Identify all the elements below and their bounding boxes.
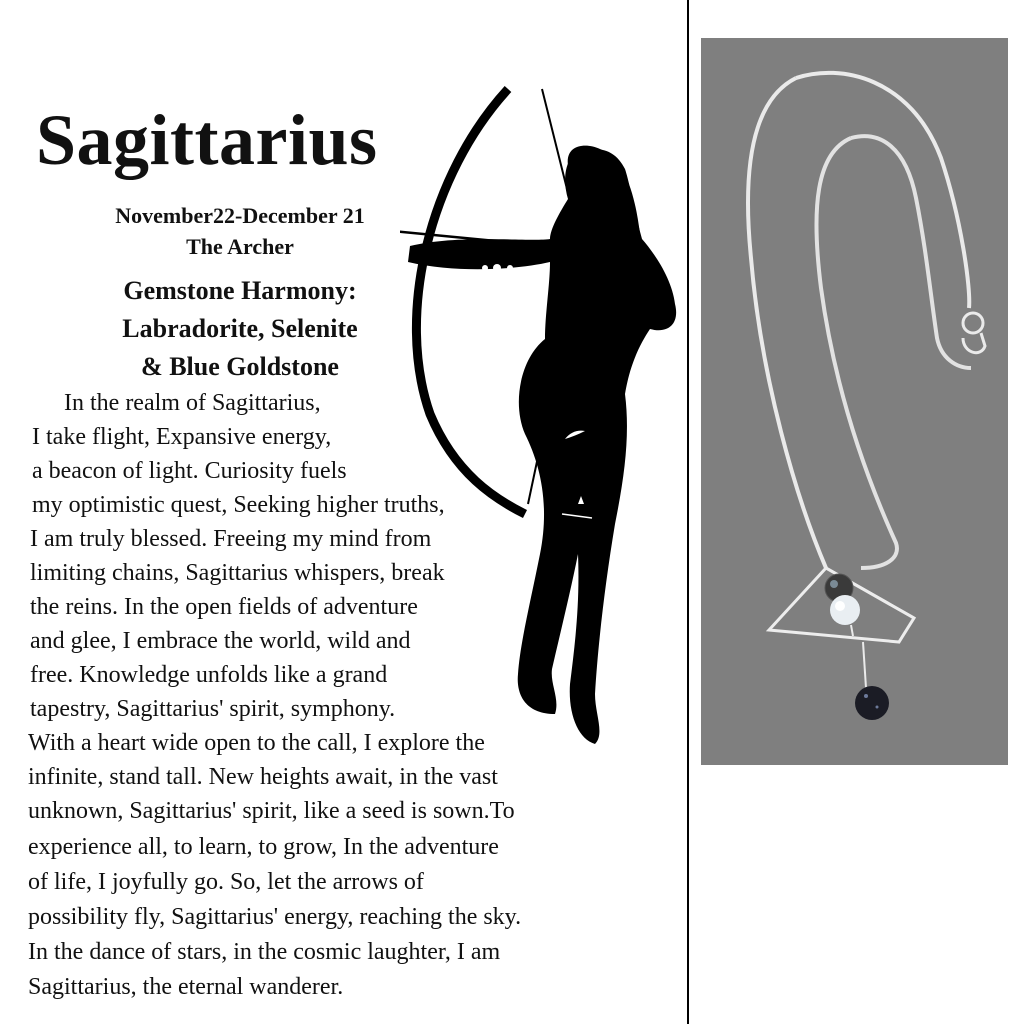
poem-line: unknown, Sagittarius' spirit, like a seed is sown.To: [28, 798, 515, 824]
harmony-line: & Blue Goldstone: [141, 352, 339, 381]
poem-line: In the realm of Sagittarius,: [64, 390, 321, 416]
poem-line: free. Knowledge unfolds like a grand: [30, 662, 388, 688]
poem-line: I am truly blessed. Freeing my mind from: [30, 526, 432, 552]
poem-line: With a heart wide open to the call, I explore the: [28, 730, 485, 756]
poem-line: possibility fly, Sagittarius' energy, reaching the sky.: [28, 904, 522, 930]
poem-line: experience all, to learn, to grow, In the adventure: [28, 834, 499, 860]
poem-line: of life, I joyfully go. So, let the arrows of: [28, 869, 424, 895]
poem-line: In the dance of stars, in the cosmic laughter, I am: [28, 939, 501, 965]
gemstone-harmony: [40, 272, 440, 386]
poem-line: and glee, I embrace the world, wild and: [30, 628, 411, 654]
poem-line: my optimistic quest, Seeking higher truths,: [32, 492, 445, 518]
date-range: November22-December 21: [115, 203, 365, 228]
vertical-divider: [687, 0, 689, 1024]
card-title: Sagittarius: [36, 100, 378, 180]
harmony-line: Labradorite, Selenite: [122, 314, 358, 343]
sign-name: The Archer: [186, 234, 294, 259]
poem-line: tapestry, Sagittarius' spirit, symphony.: [30, 696, 396, 722]
poem-line: infinite, stand tall. New heights await, in the vast: [28, 764, 498, 790]
harmony-line: Gemstone Harmony:: [123, 276, 357, 305]
poem-line: the reins. In the open fields of adventure: [30, 594, 418, 620]
necklace-photo: [701, 38, 1008, 765]
poem-line: limiting chains, Sagittarius whispers, break: [30, 560, 445, 586]
necklace-icon: [701, 38, 1008, 765]
poem-line: I take flight, Expansive energy,: [32, 424, 332, 450]
poem-line: Sagittarius, the eternal wanderer.: [28, 974, 344, 1000]
poem-line: a beacon of light. Curiosity fuels: [32, 458, 347, 484]
archer-silhouette-icon: [400, 84, 685, 749]
